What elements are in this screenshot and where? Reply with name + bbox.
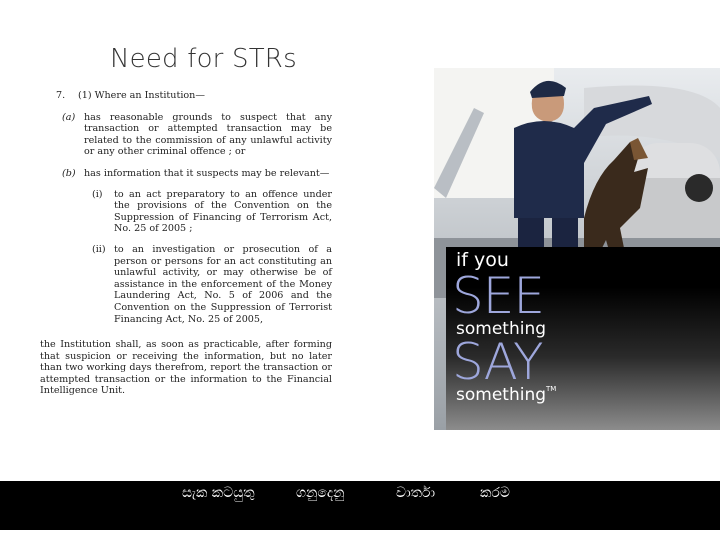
footer-word-4: කරම — [480, 485, 510, 501]
section-heading — [40, 90, 332, 102]
footer-word-3: වාර්තා — [396, 485, 436, 501]
clause-a-text: has reasonable grounds to suspect that any transaction or attempted transaction may be related to the commission of any unlawful activity or any other criminal offence ; or — [84, 111, 332, 158]
footer-bar — [0, 481, 720, 530]
slide-title: Need for STRs — [110, 44, 297, 74]
sub-clause-ii-text: to an investigation or prosecution of a person or persons for an act constituting an unlawful activity, or may otherwise be of assistance in the enforcement of the Money Laundering Act, No. 5 of 2006 and the Convention on the Suppression of Terrorist Financing Act, No. 25 of 2005, — [114, 243, 332, 325]
poster-line-something-2 — [456, 385, 556, 405]
clause-b — [40, 168, 332, 180]
poster-something-text: something — [456, 385, 547, 405]
trademark-mark: TM — [546, 385, 557, 393]
clause-a — [40, 112, 332, 158]
legal-excerpt — [40, 90, 332, 397]
sub-clause-i-text: to an act preparatory to an offence under the provisions of the Convention on the Suppression of Financing of Terrorism Act, No. 25 of 2005 ; — [114, 188, 332, 235]
sub-clause-i — [40, 189, 332, 235]
clause-a-marker: (a) — [62, 111, 76, 123]
poster-line-say: SAY — [452, 333, 543, 391]
poster-line-if-you: if you — [456, 249, 509, 271]
closing-paragraph: the Institution shall, as soon as practicable, after forming that suspicion or receiving the information, but no later than two working days therefrom, report the transaction or attempted transaction or the information to the Financial Intelligence Unit. — [40, 339, 332, 397]
footer-word-2: ගනුදෙනු — [296, 485, 345, 501]
section-heading-text: (1) Where an Institution— — [78, 90, 205, 101]
section-number: 7. — [56, 90, 66, 101]
clause-b-marker: (b) — [62, 167, 76, 179]
campaign-poster — [446, 247, 720, 430]
poster-line-see: SEE — [452, 267, 544, 325]
sub-clause-i-marker: (i) — [92, 188, 103, 200]
sub-clause-ii-marker: (ii) — [92, 243, 106, 255]
footer-word-1: සැක කටයුතු — [182, 485, 255, 501]
clause-b-text: has information that it suspects may be relevant— — [84, 167, 330, 179]
poster-line-something-1: something — [456, 319, 547, 339]
sub-clause-ii — [40, 244, 332, 325]
